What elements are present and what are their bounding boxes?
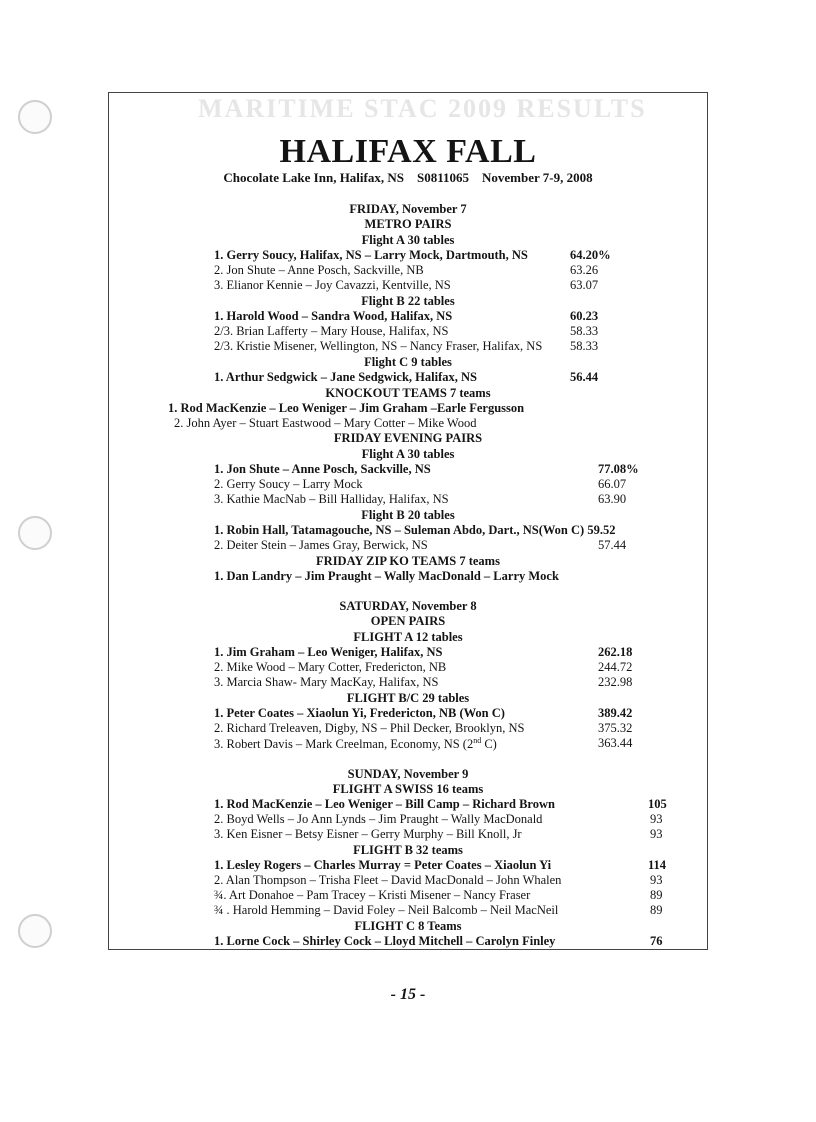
- section-heading: Flight B 22 tables: [361, 294, 455, 308]
- result-score: 93: [650, 812, 663, 826]
- result-row: 1. Arthur Sedgwick – Jane Sedgwick, Halifax, NS: [214, 370, 477, 384]
- result-row: 1. Lorne Cock – Shirley Cock – Lloyd Mitchell – Carolyn Finley: [214, 934, 556, 948]
- result-row: 1. Jim Graham – Leo Weniger, Halifax, NS: [214, 645, 443, 659]
- result-row: 2. John Ayer – Stuart Eastwood – Mary Cotter – Mike Wood: [174, 416, 477, 430]
- result-row: 2. Gerry Soucy – Larry Mock: [214, 477, 363, 491]
- result-score: 105: [648, 797, 667, 811]
- result-score: 63.26: [570, 263, 599, 277]
- result-score: 262.18: [598, 645, 633, 659]
- binder-hole-top: [18, 100, 52, 134]
- result-score: 76: [650, 934, 663, 948]
- result-row: 2. Richard Treleaven, Digby, NS – Phil Decker, Brooklyn, NS: [214, 721, 525, 735]
- result-row: 3. Kathie MacNab – Bill Halliday, Halifax, NS: [214, 492, 449, 506]
- result-score: 66.07: [598, 477, 627, 491]
- result-score: 60.23: [570, 309, 599, 323]
- result-row: 2. Boyd Wells – Jo Ann Lynds – Jim Praught – Wally MacDonald: [214, 812, 543, 826]
- result-score: 244.72: [598, 660, 633, 674]
- result-score: 89: [650, 903, 663, 917]
- section-heading: Flight A 30 tables: [361, 233, 455, 247]
- section-heading: FLIGHT B/C 29 tables: [346, 691, 470, 705]
- result-row: 3. Marcia Shaw- Mary MacKay, Halifax, NS: [214, 675, 439, 689]
- result-row: 2. Alan Thompson – Trisha Fleet – David MacDonald – John Whalen: [214, 873, 562, 887]
- page-title: HALIFAX FALL: [279, 133, 537, 170]
- result-score: 93: [650, 827, 663, 841]
- section-heading: FLIGHT B 32 teams: [353, 843, 463, 857]
- result-score: 93: [650, 873, 663, 887]
- section-heading: KNOCKOUT TEAMS 7 teams: [325, 386, 491, 400]
- result-score: 64.20%: [570, 248, 611, 262]
- result-row: 1. Robin Hall, Tatamagouche, NS – Suleman Abdo, Dart., NS(Won C) 59.52: [214, 523, 616, 537]
- result-score: 57.44: [598, 538, 627, 552]
- result-row: 1. Lesley Rogers – Charles Murray = Peter Coates – Xiaolun Yi: [214, 858, 552, 872]
- result-score: 63.90: [598, 492, 627, 506]
- result-score: 77.08%: [598, 462, 639, 476]
- section-heading: FRIDAY ZIP KO TEAMS 7 teams: [316, 554, 500, 568]
- result-row: 1. Rod MacKenzie – Leo Weniger – Bill Camp – Richard Brown: [214, 797, 555, 811]
- result-row: 1. Peter Coates – Xiaolun Yi, Fredericton, NB (Won C): [214, 706, 505, 720]
- result-row: ¾. Art Donahoe – Pam Tracey – Kristi Misener – Nancy Fraser: [214, 888, 531, 902]
- result-score: 89: [650, 888, 663, 902]
- section-heading: FRIDAY, November 7: [349, 202, 467, 216]
- result-row: 2. Mike Wood – Mary Cotter, Fredericton, NB: [214, 660, 447, 674]
- result-score: 375.32: [598, 721, 633, 735]
- result-row: 1. Dan Landry – Jim Praught – Wally MacDonald – Larry Mock: [214, 569, 559, 583]
- section-heading: OPEN PAIRS: [370, 614, 446, 628]
- result-score: 58.33: [570, 324, 599, 338]
- result-row: 3. Elianor Kennie – Joy Cavazzi, Kentville, NS: [214, 278, 451, 292]
- result-row: 1. Rod MacKenzie – Leo Weniger – Jim Graham –Earle Fergusson: [168, 401, 525, 415]
- section-heading: METRO PAIRS: [364, 217, 452, 231]
- section-heading: FLIGHT A 12 tables: [353, 630, 463, 644]
- bleed-through-text: MARITIME STAC 2009 RESULTS: [198, 94, 647, 123]
- result-row: 2/3. Brian Lafferty – Mary House, Halifax, NS: [214, 324, 449, 338]
- result-row: 3. Robert Davis – Mark Creelman, Economy, NS (2nd C): [214, 736, 497, 752]
- result-row: 1. Gerry Soucy, Halifax, NS – Larry Mock, Dartmouth, NS: [214, 248, 528, 262]
- result-row: 2. Jon Shute – Anne Posch, Sackville, NB: [214, 263, 424, 277]
- section-heading: Flight C 9 tables: [364, 355, 452, 369]
- section-heading: FLIGHT C 8 Teams: [354, 919, 462, 933]
- result-score: 56.44: [570, 370, 599, 384]
- result-score: 232.98: [598, 675, 633, 689]
- result-score: 389.42: [598, 706, 633, 720]
- result-score: 114: [648, 858, 667, 872]
- section-heading: Flight B 20 tables: [361, 508, 455, 522]
- result-score: 63.07: [570, 278, 599, 292]
- result-score: 363.44: [598, 736, 633, 750]
- section-heading: FRIDAY EVENING PAIRS: [333, 431, 483, 445]
- result-row: ¾ . Harold Hemming – David Foley – Neil Balcomb – Neil MacNeil: [214, 903, 559, 917]
- result-row: 3. Ken Eisner – Betsy Eisner – Gerry Murphy – Bill Knoll, Jr: [214, 827, 522, 841]
- event-subtitle: Chocolate Lake Inn, Halifax, NS S0811065 November 7-9, 2008: [223, 170, 593, 185]
- section-heading: SATURDAY, November 8: [339, 599, 477, 613]
- result-row: 2/3. Kristie Misener, Wellington, NS – Nancy Fraser, Halifax, NS: [214, 339, 543, 353]
- result-row: 1. Jon Shute – Anne Posch, Sackville, NS: [214, 462, 431, 476]
- page-number: - 15 -: [390, 986, 426, 1003]
- section-heading: Flight A 30 tables: [361, 447, 455, 461]
- section-heading: SUNDAY, November 9: [347, 767, 469, 781]
- result-row: 2. Deiter Stein – James Gray, Berwick, NS: [214, 538, 428, 552]
- section-heading: FLIGHT A SWISS 16 teams: [332, 782, 484, 796]
- result-row: 1. Harold Wood – Sandra Wood, Halifax, NS: [214, 309, 453, 323]
- result-score: 58.33: [570, 339, 599, 353]
